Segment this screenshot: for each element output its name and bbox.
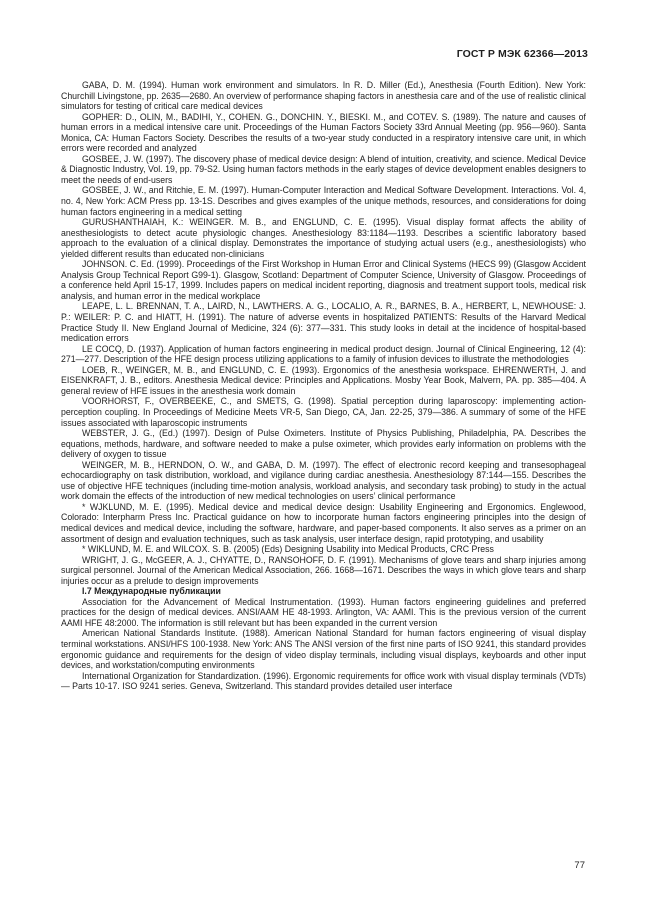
reference-entry: LE COCQ, D. (1937). Application of human factors engineering in medical product design. Journal of Clinical Engineering, 12 (4): 271—277. Description of the HFE design process utilizing applications to a family of infusion devices to illustrate the methodologies xyxy=(61,343,586,365)
reference-entry: GOSBEE, J. W. (1997). The discovery phase of medical device design: A blend of intuition, creativity, and science. Medical Device & Diagnostic Industry, Vol. 19, pp. 79-S2. Using human factors methods in the early stages of device development enables designers to meet the needs of end-users xyxy=(61,153,586,185)
reference-entry: WEBSTER, J. G., (Ed.) (1997). Design of Pulse Oximeters. Institute of Physics Publishing, Philadelphia, PA. Describes the equations, methods, hardware, and software needed to make a pulse oximeter, which provides early information on problems with the delivery of oxygen to tissue xyxy=(61,428,586,460)
reference-entry: GURUSHANTHAIAH, K.: WEINGER. M. B., and ENGLUND, C. E. (1995). Visual display format affects the ability of anesthesiologists to detect acute physiologic changes. Anesthesiology 83:1184—1193. Describes a scientific laboratory based approach to the evaluation of a clinical display. Demonstrates the importance of studying actual users (e.g., anesthesiologists) who yielded different results than educated non-clinicians xyxy=(61,217,586,259)
international-publication-entry: International Organization for Standardization. (1996). Ergonomic requirements for office work with visual display terminals (VDTs) — Parts 10-17. ISO 9241 series. Geneva, Switzerland. This standard provides detailed user interface xyxy=(61,670,586,692)
reference-entry: LOEB, R., WEINGER, M. B., and ENGLUND, C. E. (1993). Ergonomics of the anesthesia workspace. EHRENWERTH, J. and EISENKRAFT, J. B., editors. Anesthesia Medical device: Principles and Applications. Mosby Year Book, Malvern, PA. pp. 385—404. A general review of HFE issues in the anesthesia work domain xyxy=(61,364,586,396)
page-content xyxy=(61,80,586,692)
reference-entry: GOPHER: D., OLIN, M., BADIHI, Y., COHEN. G., DONCHIN. Y., BIESKI. M., and COTEV. S. (1989). The nature and causes of human errors in a medical intensive care unit. Proceedings of the Human Factors Society 33rd Annual Meeting (pp. 956—960). Santa Monica, CA: Human Factors Society. Describes the results of a two-year study conducted in a respiratory intensive care unit, in which errors were recorded and analyzed xyxy=(61,111,586,154)
reference-entry: GOSBEE, J. W., and Ritchie, E. M. (1997). Human-Computer Interaction and Medical Software Development. Interactions. Vol. 4, no. 4, New York: ACM Press pp. 13-1S. Describes and gives examples of the unique methods, resources, and considerations for doing human factors engineering in a medical setting xyxy=(61,185,586,217)
international-publication-entry: Association for the Advancement of Medical Instrumentation. (1993). Human factors engineering guidelines and preferred practices for the design of medical devices. ANSI/AAM HE 48-1993. Arlington, VA: AAMI. This is the previous version of the current AAMI HFE 48:2000. The information is still relevant but has been expanded in the current version xyxy=(61,596,586,628)
page-header-standard-code: ГОСТ Р МЭК 62366—2013 xyxy=(456,48,588,60)
reference-entry: LEAPE, L. L. BRENNAN, T. A., LAIRD, N., LAWTHERS. A. G., LOCALIO, A. R., BARNES, B. A., HERBERT, L, NEWHOUSE: J. P.: WEILER: P. C. and HIATT, H. (1991). The nature of adverse events in hospitalized PATIENTS: Results of the Harvard Medical Practice Study II. New England Journal of Medicine, 324 (6): 377—331. This study looks in detail at the incidence of hospital-based medication errors xyxy=(61,301,586,344)
reference-entry: GABA, D. M. (1994). Human work environment and simulators. In R. D. Miller (Ed.), Anesthesia (Fourth Edition). New York: Churchill Livingstone, pp. 2635—2680. An overview of performance shaping factors in anesthesia care and of the use of realistic clinical simulators for testing of critical care medical devices xyxy=(61,80,586,112)
reference-entry: JOHNSON. C. Ed. (1999). Proceedings of the First Workshop in Human Error and Clinical Systems (HECS 99) (Glasgow Accident Analysis Group Technical Report G99-1). Glasgow, Scotland: Department of Computer Science, University of Glasgow. Proceedings of a conference held April 15-17, 1999. Includes papers on medical incident reporting, diagnosis and treatment support tools, medical risk analysis, and human error in the medical workplace xyxy=(61,259,586,301)
international-publication-entry: American National Standards Institute. (1988). American National Standard for human factors engineering of visual display terminal workstations. ANSI/HFS 100-1938. New York: ANS The ANSI version of the first nine parts of ISO 9241, this standard provides ergonomic guidance and requirements for the design of video display terminals, including visual displays, keyboards and other input devices, and workstation/computing environments xyxy=(61,628,586,671)
reference-entry: * WIKLUND, M. E. and WILCOX. S. B. (2005) (Eds) Designing Usability into Medical Products, CRC Press xyxy=(82,544,494,555)
page-number: 77 xyxy=(574,860,585,871)
reference-entry: WRIGHT, J. G., McGEER, A. J., CHYATTE, D., RANSOHOFF, D. F. (1991). Mechanisms of glove tears and sharp injuries among surgical personnel. Journal of the American Medical Association, 266. 1668—1671. Describes the ways in which glove tears and sharp injuries occur as a prelude to design improvements xyxy=(61,554,586,586)
reference-entry: VOORHORST, F., OVERBEEKE, C., and SMETS, G. (1998). Spatial perception during laparoscopy: implementing action-perception coupling. In Proceedings of Medicine Meets VR-5, San Diego, CA, Jan. 22-25, 379—386. A summary of some of the HFE issues associated with laparoscopic instruments xyxy=(61,396,586,428)
reference-entry: WEINGER, M. B., HERNDON, O. W., and GABA, D. M. (1997). The effect of electronic record keeping and transesophageal echocardiography on task distribution, workload, and vigilance during cardiac anesthesia. Anesthesiology 87:144—155. Describes the use of objective HFE techniques (including time-motion analysis, workload analysis, and secondary task probing) to study in the actual work domain the effects of the introduction of new medical technologies on users’ clinical performance xyxy=(61,459,586,502)
section-heading: I.7 Международные публикации xyxy=(82,586,221,597)
reference-entry: * WJKLUND, M. E. (1995). Medical device and medical device design: Usability Engineering and Ergonomics. Englewood, Colorado: Interpharm Press Inc. Practical guidance on how to incorporate human factors engineering principles into the design of medical devices and medical device, including the software, hardware, and paper-based components. It also serves as a primer on an assortment of design and evaluation techniques, such as task analysis, user interface design, rapid prototyping, and usability xyxy=(61,501,586,544)
